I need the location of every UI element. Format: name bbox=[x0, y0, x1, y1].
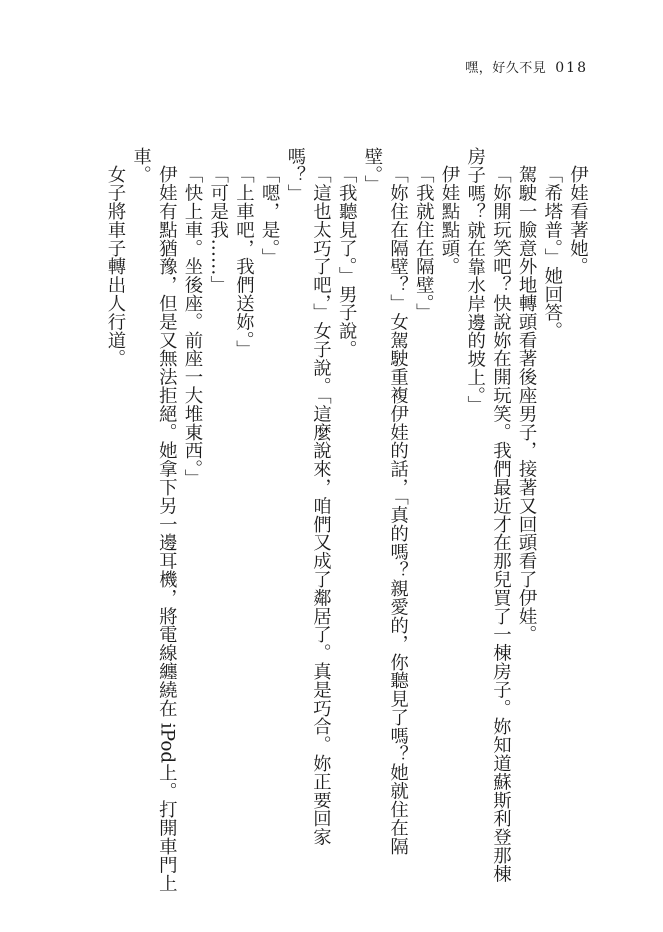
paragraph-continuation-line: 嗎？」 bbox=[284, 147, 306, 203]
paragraph-first-line: 「我就住在隔壁。」 bbox=[413, 165, 435, 322]
page-number: 018 bbox=[555, 60, 588, 76]
paragraph-continuation-line: 車。 bbox=[130, 147, 152, 184]
paragraph-first-line: 「妳開玩笑吧？快說妳在開玩笑。我們最近才在那兒買了一棟房子。妳知道蘇斯利登那棟 bbox=[490, 165, 512, 883]
paragraph-first-line: 女子將車子轉出人行道。 bbox=[104, 165, 126, 368]
paragraph-continuation-line: 壁。」 bbox=[361, 147, 383, 193]
paragraph-first-line: 「嗯，是。」 bbox=[259, 165, 281, 267]
paragraph-first-line: 伊娃看著她。 bbox=[567, 165, 589, 276]
paragraph-first-line: 「快上車。坐後座。前座一大堆東西。」 bbox=[182, 165, 203, 488]
paragraph-first-line: 「上車吧，我們送妳。」 bbox=[233, 165, 255, 359]
paragraph-first-line: 「希塔普。」她回答。 bbox=[541, 165, 563, 341]
paragraph-first-line: 「我聽見了。」男子說。 bbox=[336, 165, 358, 359]
paragraph-first-line: 伊娃有點猶豫，但是又無法拒絕。她拿下另一邊耳機，將電線纏繞在 iPod上。打開車門上 bbox=[156, 165, 178, 893]
paragraph-first-line: 駕駛一臉意外地轉頭看著後座男子，接著又回頭看了伊娃。 bbox=[516, 165, 538, 644]
paragraph-first-line: 「妳住在隔壁？」女駕駛重複伊娃的話，「真的嗎？親愛的，你聽見了嗎？她就住在隔 bbox=[387, 165, 409, 856]
paragraph-first-line: 「這也太巧了吧，」女子說。「這麼說來，咱們又成了鄰居了。真是巧合。妳正要回家 bbox=[310, 165, 332, 847]
paragraph-first-line: 「可是我……」 bbox=[207, 165, 229, 295]
running-head-title: 嘿，好久不見 bbox=[465, 61, 547, 76]
paragraph-continuation-line: 房子嗎？就在靠水岸邊的坡上。」 bbox=[464, 147, 486, 414]
paragraph-first-line: 伊娃點點頭。 bbox=[439, 165, 460, 276]
